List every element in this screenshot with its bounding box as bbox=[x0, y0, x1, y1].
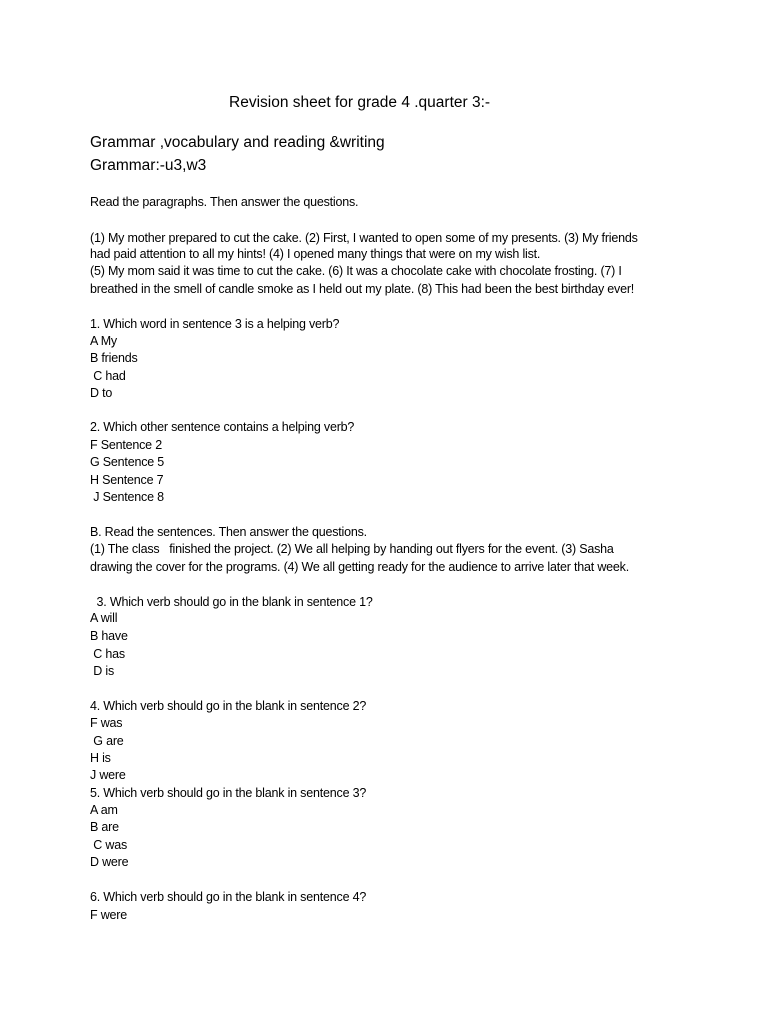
q5-option: B are bbox=[90, 820, 119, 834]
document-title: Revision sheet for grade 4 .quarter 3:- bbox=[229, 94, 491, 111]
grammar-heading: Grammar:-u3,w3 bbox=[90, 157, 207, 174]
question-5: 5. Which verb should go in the blank in sentence 3? bbox=[90, 786, 367, 800]
q2-option: H Sentence 7 bbox=[90, 473, 164, 487]
q5-option: A am bbox=[90, 803, 118, 817]
q3-option: B have bbox=[90, 629, 128, 643]
q4-option: H is bbox=[90, 751, 111, 765]
paragraph-line: had paid attention to all my hints! (4) I opened many things that were on my wish list. bbox=[90, 247, 541, 261]
q2-option: F Sentence 2 bbox=[90, 438, 162, 452]
q4-option: F was bbox=[90, 716, 123, 730]
q6-option: F were bbox=[90, 908, 128, 922]
q3-option: D is bbox=[90, 664, 115, 678]
question-1: 1. Which word in sentence 3 is a helping verb? bbox=[90, 317, 340, 331]
question-6: 6. Which verb should go in the blank in sentence 4? bbox=[90, 890, 367, 904]
q1-option: A My bbox=[90, 334, 117, 348]
section-b-line: (1) The class finished the project. (2) We all helping by handing out flyers for the event. (3) Sasha bbox=[90, 542, 614, 556]
paragraph-line: breathed in the smell of candle smoke as I held out my plate. (8) This had been the best birthday ever! bbox=[90, 282, 635, 296]
section-heading: Grammar ,vocabulary and reading &writing bbox=[90, 134, 385, 151]
instructions-a: Read the paragraphs. Then answer the questions. bbox=[90, 195, 359, 209]
paragraph-line: (1) My mother prepared to cut the cake. (2) First, I wanted to open some of my presents. (3) My friends bbox=[90, 231, 638, 245]
q5-option: D were bbox=[90, 855, 129, 869]
q5-option: C was bbox=[90, 838, 128, 852]
question-3: 3. Which verb should go in the blank in sentence 1? bbox=[90, 595, 373, 609]
paragraph-line: (5) My mom said it was time to cut the cake. (6) It was a chocolate cake with chocolate frosting. (7) I bbox=[90, 264, 622, 278]
q4-option: J were bbox=[90, 768, 126, 782]
question-2: 2. Which other sentence contains a helping verb? bbox=[90, 420, 355, 434]
question-4: 4. Which verb should go in the blank in sentence 2? bbox=[90, 699, 367, 713]
q1-option: C had bbox=[90, 369, 126, 383]
q3-option: C has bbox=[90, 647, 125, 661]
q1-option: B friends bbox=[90, 351, 138, 365]
q2-option: J Sentence 8 bbox=[90, 490, 164, 504]
q4-option: G are bbox=[90, 734, 124, 748]
section-b-instructions: B. Read the sentences. Then answer the questions. bbox=[90, 525, 367, 539]
q3-option: A will bbox=[90, 611, 118, 625]
q1-option: D to bbox=[90, 386, 113, 400]
q2-option: G Sentence 5 bbox=[90, 455, 165, 469]
section-b-line: drawing the cover for the programs. (4) We all getting ready for the audience to arrive later that week. bbox=[90, 560, 629, 574]
